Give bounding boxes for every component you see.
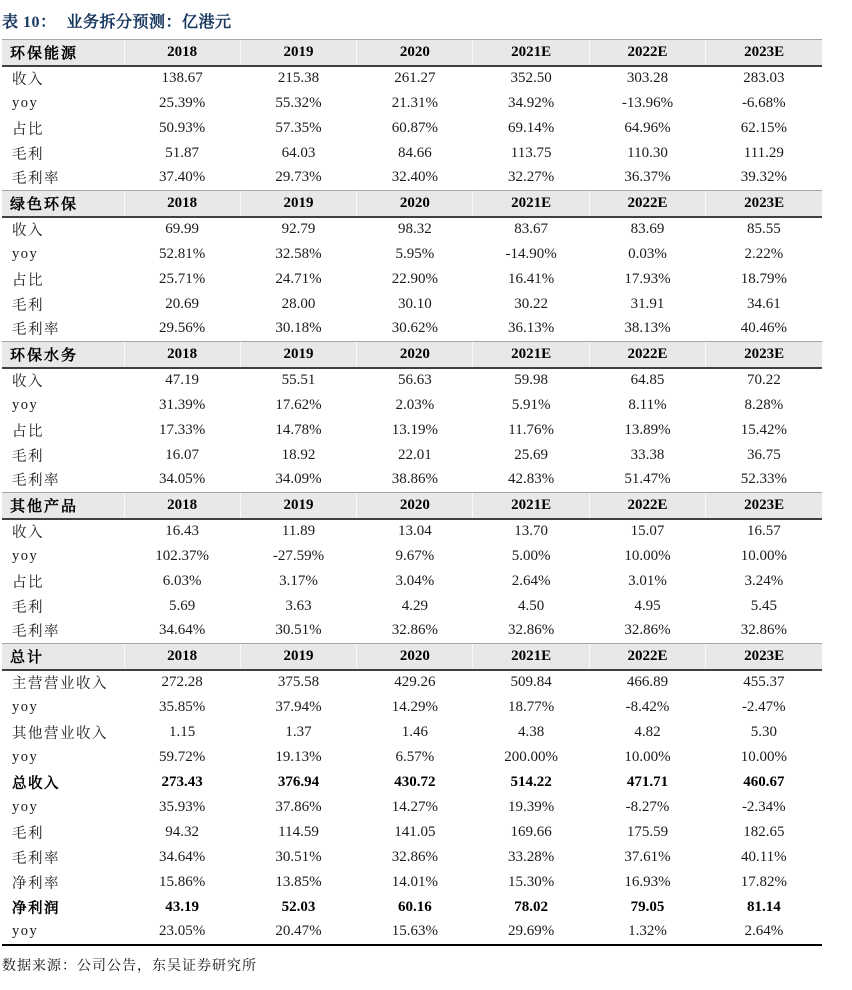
- cell-value: 1.46: [401, 723, 428, 740]
- cell-value: 15.86%: [159, 873, 206, 890]
- cell-value: 5.95%: [395, 245, 435, 262]
- year-column-header: 2022E: [589, 191, 705, 217]
- table-row: [2, 895, 822, 920]
- cell-value: 10.00%: [624, 748, 671, 765]
- cell-value: 20.47%: [275, 923, 322, 939]
- cell-value: 24.71%: [275, 270, 322, 287]
- cell-value: 9.67%: [395, 547, 435, 564]
- cell-value: 34.09%: [275, 471, 322, 488]
- cell-value: 23.05%: [159, 923, 206, 939]
- year-column-header: 2022E: [589, 40, 705, 66]
- data-source-note: 数据来源：公司公告，东吴证券研究所: [2, 958, 257, 974]
- cell-value: 4.29: [401, 597, 428, 614]
- cell-value: 19.13%: [275, 748, 322, 765]
- year-column-header: 2020: [357, 342, 473, 368]
- cell-value: 32.86%: [740, 622, 787, 639]
- cell-value: 29.69%: [508, 923, 555, 939]
- row-label: 占比: [12, 574, 44, 591]
- cell-value: 40.11%: [740, 848, 787, 865]
- cell-value: 18.77%: [508, 698, 555, 715]
- cell-value: 30.51%: [275, 622, 322, 639]
- row-label: yoy: [12, 547, 39, 564]
- year-column-header: 2020: [357, 493, 473, 519]
- cell-value: 3.24%: [744, 572, 784, 589]
- cell-value: -27.59%: [272, 547, 325, 564]
- year-column-header: 2023E: [706, 342, 822, 368]
- cell-value: 60.16: [397, 898, 432, 915]
- year-column-header: 2018: [124, 493, 240, 519]
- cell-value: 375.58: [277, 674, 320, 690]
- cell-value: 16.93%: [624, 873, 671, 890]
- table-number-label: 表 10：: [2, 14, 57, 31]
- cell-value: 3.04%: [395, 572, 435, 589]
- table-row: [2, 770, 822, 795]
- cell-value: 98.32: [397, 221, 432, 237]
- row-label: 毛利: [12, 599, 44, 616]
- row-label: 毛利: [12, 825, 44, 842]
- year-column-header: 2022E: [589, 493, 705, 519]
- section-header-row: [2, 493, 822, 519]
- cell-value: 31.39%: [159, 396, 206, 413]
- cell-value: 70.22: [746, 372, 781, 388]
- cell-value: 43.19: [165, 898, 200, 915]
- row-label: 其他营业收入: [12, 725, 108, 742]
- year-column-header: 2018: [124, 644, 240, 670]
- cell-value: 38.13%: [624, 320, 671, 337]
- cell-value: 29.73%: [275, 169, 322, 186]
- cell-value: 30.10: [397, 295, 432, 312]
- year-column-header: 2023E: [706, 644, 822, 670]
- row-label: 占比: [12, 272, 44, 289]
- cell-value: 56.63: [397, 372, 432, 388]
- cell-value: 16.43: [165, 523, 200, 539]
- section-title: 总计: [2, 644, 124, 670]
- cell-value: 22.01: [397, 446, 432, 463]
- cell-value: 20.69: [165, 295, 200, 312]
- cell-value: 22.90%: [391, 270, 438, 287]
- cell-value: 2.03%: [395, 396, 435, 413]
- cell-value: 514.22: [510, 773, 552, 790]
- table-row: [2, 670, 822, 695]
- row-label: yoy: [12, 698, 39, 715]
- cell-value: 35.93%: [159, 798, 206, 815]
- cell-value: 36.37%: [624, 169, 671, 186]
- row-label: 收入: [12, 223, 44, 239]
- cell-value: 28.00: [281, 295, 316, 312]
- year-column-header: 2020: [357, 40, 473, 66]
- cell-value: 3.17%: [279, 572, 318, 589]
- cell-value: 14.01%: [391, 873, 438, 890]
- cell-value: 16.41%: [508, 270, 555, 287]
- cell-value: 25.39%: [159, 94, 206, 111]
- cell-value: 138.67: [161, 70, 203, 86]
- table-row: [2, 745, 822, 770]
- cell-value: -2.34%: [741, 798, 786, 815]
- cell-value: 5.69: [169, 597, 196, 614]
- cell-value: 283.03: [743, 70, 785, 86]
- table-row: [2, 418, 822, 443]
- cell-value: 141.05: [394, 823, 436, 840]
- cell-value: 64.85: [630, 372, 665, 388]
- cell-value: 42.83%: [508, 471, 555, 488]
- cell-value: 3.01%: [628, 572, 667, 589]
- cell-value: 52.03: [281, 898, 316, 915]
- table-row: [2, 217, 822, 242]
- cell-value: 19.39%: [508, 798, 555, 815]
- cell-value: 33.38: [630, 446, 665, 463]
- cell-value: 182.65: [743, 823, 785, 840]
- table-row: [2, 166, 822, 191]
- cell-value: 15.42%: [740, 421, 787, 438]
- cell-value: 37.40%: [159, 169, 206, 186]
- year-column-header: 2019: [240, 342, 356, 368]
- cell-value: 3.63: [285, 597, 312, 614]
- cell-value: 2.22%: [744, 245, 784, 262]
- cell-value: 62.15%: [740, 119, 787, 136]
- cell-value: 52.33%: [740, 471, 787, 488]
- cell-value: 69.14%: [508, 119, 555, 136]
- cell-value: 18.92: [281, 446, 316, 463]
- cell-value: 50.93%: [159, 119, 206, 136]
- cell-value: 30.51%: [275, 848, 322, 865]
- cell-value: 40.46%: [740, 320, 787, 337]
- cell-value: 4.50: [518, 597, 545, 614]
- table-caption: 业务拆分预测：亿港元: [66, 14, 232, 31]
- table-row: [2, 317, 822, 342]
- row-label: yoy: [12, 94, 39, 111]
- cell-value: 79.05: [630, 898, 665, 915]
- cell-value: 30.18%: [275, 320, 322, 337]
- cell-value: 16.57: [746, 523, 781, 539]
- cell-value: 39.32%: [740, 169, 787, 186]
- cell-value: 5.91%: [511, 396, 551, 413]
- row-label: yoy: [12, 798, 39, 815]
- cell-value: 455.37: [743, 674, 785, 690]
- cell-value: 57.35%: [275, 119, 322, 136]
- cell-value: 25.71%: [159, 270, 206, 287]
- cell-value: 175.59: [626, 823, 669, 840]
- row-label: 毛利率: [12, 624, 60, 641]
- cell-value: 51.87: [165, 144, 200, 161]
- table-row: [2, 443, 822, 468]
- row-label: 毛利率: [12, 850, 60, 867]
- row-label: 毛利: [12, 297, 44, 314]
- year-column-header: 2018: [124, 40, 240, 66]
- cell-value: 215.38: [277, 70, 320, 86]
- row-label: yoy: [12, 923, 39, 939]
- cell-value: -6.68%: [741, 94, 786, 111]
- cell-value: 430.72: [394, 773, 436, 790]
- cell-value: 2.64%: [511, 572, 551, 589]
- cell-value: 83.69: [630, 221, 665, 237]
- cell-value: 34.05%: [159, 471, 206, 488]
- row-label: 收入: [12, 374, 44, 390]
- year-column-header: 2019: [240, 191, 356, 217]
- cell-value: 110.30: [627, 144, 668, 161]
- cell-value: 11.76%: [508, 421, 554, 438]
- table-row: [2, 368, 822, 393]
- cell-value: 30.62%: [391, 320, 438, 337]
- cell-value: 31.91: [630, 295, 665, 312]
- cell-value: 114.59: [278, 823, 319, 840]
- row-label: yoy: [12, 748, 39, 765]
- cell-value: 92.79: [281, 221, 316, 237]
- cell-value: 32.58%: [275, 245, 322, 262]
- table-row: [2, 720, 822, 745]
- cell-value: 169.66: [510, 823, 552, 840]
- cell-value: 32.86%: [391, 622, 438, 639]
- cell-value: 5.00%: [511, 547, 551, 564]
- cell-value: 509.84: [510, 674, 552, 690]
- table-row: [2, 845, 822, 870]
- cell-value: -8.42%: [625, 698, 670, 715]
- cell-value: 33.28%: [508, 848, 555, 865]
- cell-value: 466.89: [626, 674, 669, 690]
- cell-value: 47.19: [165, 372, 200, 388]
- year-column-header: 2022E: [589, 342, 705, 368]
- cell-value: 1.15: [169, 723, 196, 740]
- cell-value: 10.00%: [740, 547, 787, 564]
- year-column-header: 2023E: [706, 191, 822, 217]
- cell-value: 429.26: [394, 674, 436, 690]
- cell-value: 8.11%: [628, 396, 667, 413]
- row-label: 毛利率: [12, 473, 60, 490]
- section-header-row: [2, 644, 822, 670]
- cell-value: 8.28%: [744, 396, 784, 413]
- table-row: [2, 393, 822, 418]
- table-row: [2, 267, 822, 292]
- cell-value: 13.85%: [275, 873, 322, 890]
- cell-value: -8.27%: [625, 798, 670, 815]
- cell-value: 303.28: [626, 70, 669, 86]
- row-label: 主营营业收入: [12, 676, 108, 692]
- cell-value: 32.86%: [508, 622, 555, 639]
- cell-value: 113.75: [510, 144, 552, 161]
- section-title: 绿色环保: [2, 191, 124, 217]
- section-title: 其他产品: [2, 493, 124, 519]
- cell-value: 37.94%: [275, 698, 322, 715]
- cell-value: 25.69: [514, 446, 549, 463]
- cell-value: 14.27%: [391, 798, 438, 815]
- cell-value: 4.82: [634, 723, 661, 740]
- cell-value: 94.32: [165, 823, 200, 840]
- row-label: yoy: [12, 245, 39, 262]
- cell-value: 13.70: [514, 523, 549, 539]
- cell-value: 34.64%: [159, 848, 206, 865]
- cell-value: 102.37%: [155, 547, 210, 564]
- year-column-header: 2021E: [473, 40, 589, 66]
- row-label: yoy: [12, 396, 39, 413]
- year-column-header: 2019: [240, 40, 356, 66]
- year-column-header: 2023E: [706, 493, 822, 519]
- cell-value: 15.63%: [391, 923, 438, 939]
- cell-value: 4.95: [634, 597, 661, 614]
- cell-value: -2.47%: [741, 698, 786, 715]
- cell-value: 52.81%: [159, 245, 206, 262]
- row-label: 收入: [12, 72, 44, 88]
- table-row: [2, 468, 822, 493]
- cell-value: 15.30%: [508, 873, 555, 890]
- year-column-header: 2021E: [473, 493, 589, 519]
- cell-value: 55.32%: [275, 94, 322, 111]
- cell-value: 17.33%: [159, 421, 206, 438]
- cell-value: 273.43: [161, 773, 203, 790]
- row-label: 毛利: [12, 448, 44, 465]
- cell-value: -13.96%: [621, 94, 674, 111]
- cell-value: 64.03: [281, 144, 316, 161]
- cell-value: 16.07: [165, 446, 200, 463]
- cell-value: 37.86%: [275, 798, 322, 815]
- cell-value: 64.96%: [624, 119, 671, 136]
- cell-value: 38.86%: [391, 471, 438, 488]
- cell-value: 376.94: [277, 773, 320, 790]
- cell-value: 36.75: [746, 446, 781, 463]
- cell-value: 30.22: [514, 295, 549, 312]
- section-header-row: [2, 342, 822, 368]
- cell-value: 78.02: [514, 898, 549, 915]
- cell-value: 352.50: [510, 70, 552, 86]
- row-label: 占比: [12, 423, 44, 440]
- cell-value: 34.61: [746, 295, 781, 312]
- row-label: 毛利率: [12, 171, 60, 188]
- table-title: [0, 0, 852, 39]
- table-row: [2, 519, 822, 544]
- cell-value: 34.64%: [159, 622, 206, 639]
- cell-value: -14.90%: [505, 245, 557, 262]
- year-column-header: 2019: [240, 493, 356, 519]
- year-column-header: 2019: [240, 644, 356, 670]
- cell-value: 32.86%: [624, 622, 671, 639]
- table-row: [2, 242, 822, 267]
- cell-value: 1.37: [285, 723, 312, 740]
- cell-value: 18.79%: [740, 270, 787, 287]
- cell-value: 111.29: [743, 144, 784, 161]
- cell-value: 17.93%: [624, 270, 671, 287]
- table-row: [2, 920, 822, 945]
- cell-value: 37.61%: [624, 848, 671, 865]
- cell-value: 59.98: [514, 372, 549, 388]
- table-row: [2, 66, 822, 91]
- year-column-header: 2022E: [589, 644, 705, 670]
- cell-value: 11.89: [281, 523, 316, 539]
- cell-value: 5.45: [750, 597, 777, 614]
- cell-value: 14.29%: [391, 698, 438, 715]
- row-label: 净利率: [12, 875, 60, 892]
- cell-value: 32.86%: [391, 848, 438, 865]
- table-row: [2, 820, 822, 845]
- cell-value: 32.27%: [508, 169, 555, 186]
- section-header-row: [2, 191, 822, 217]
- cell-value: 0.03%: [628, 245, 667, 262]
- cell-value: 83.67: [514, 221, 549, 237]
- year-column-header: 2021E: [473, 342, 589, 368]
- row-label: 净利润: [12, 900, 60, 917]
- business-forecast-table: [2, 39, 822, 946]
- cell-value: 13.89%: [624, 421, 671, 438]
- row-label: 收入: [12, 525, 44, 541]
- cell-value: 36.13%: [508, 320, 555, 337]
- cell-value: 2.64%: [744, 923, 784, 939]
- cell-value: 17.82%: [740, 873, 787, 890]
- cell-value: 13.19%: [391, 421, 438, 438]
- cell-value: 81.14: [746, 898, 781, 915]
- table-row: [2, 795, 822, 820]
- cell-value: 261.27: [394, 70, 436, 86]
- cell-value: 15.07: [630, 523, 665, 539]
- cell-value: 14.78%: [275, 421, 322, 438]
- cell-value: 34.92%: [508, 94, 555, 111]
- table-row: [2, 619, 822, 644]
- cell-value: 17.62%: [275, 396, 322, 413]
- cell-value: 59.72%: [159, 748, 206, 765]
- year-column-header: 2020: [357, 644, 473, 670]
- cell-value: 29.56%: [159, 320, 206, 337]
- cell-value: 200.00%: [504, 748, 559, 765]
- cell-value: 4.38: [518, 723, 545, 740]
- cell-value: 6.03%: [162, 572, 202, 589]
- year-column-header: 2021E: [473, 191, 589, 217]
- table-row: [2, 91, 822, 116]
- cell-value: 13.04: [397, 523, 432, 539]
- cell-value: 21.31%: [391, 94, 438, 111]
- table-row: [2, 695, 822, 720]
- cell-value: 10.00%: [740, 748, 787, 765]
- cell-value: 85.55: [746, 221, 781, 237]
- table-row: [2, 544, 822, 569]
- year-column-header: 2020: [357, 191, 473, 217]
- cell-value: 5.30: [750, 723, 777, 740]
- row-label: 占比: [12, 121, 44, 138]
- cell-value: 35.85%: [159, 698, 206, 715]
- cell-value: 460.67: [743, 773, 785, 790]
- row-label: 毛利率: [12, 322, 60, 339]
- table-row: [2, 292, 822, 317]
- table-row: [2, 141, 822, 166]
- year-column-header: 2018: [124, 342, 240, 368]
- table-row: [2, 870, 822, 895]
- section-title: 环保能源: [2, 40, 124, 66]
- row-label: 毛利: [12, 146, 44, 163]
- cell-value: 60.87%: [391, 119, 438, 136]
- cell-value: 69.99: [165, 221, 200, 237]
- row-label: 总收入: [12, 775, 60, 792]
- cell-value: 55.51: [281, 372, 316, 388]
- cell-value: 6.57%: [395, 748, 435, 765]
- cell-value: 272.28: [161, 674, 203, 690]
- cell-value: 51.47%: [624, 471, 671, 488]
- section-header-row: [2, 40, 822, 66]
- section-title: 环保水务: [2, 342, 124, 368]
- year-column-header: 2018: [124, 191, 240, 217]
- cell-value: 10.00%: [624, 547, 671, 564]
- year-column-header: 2021E: [473, 644, 589, 670]
- cell-value: 471.71: [626, 773, 669, 790]
- table-row: [2, 594, 822, 619]
- year-column-header: 2023E: [706, 40, 822, 66]
- table-row: [2, 116, 822, 141]
- cell-value: 84.66: [397, 144, 432, 161]
- cell-value: 32.40%: [391, 169, 438, 186]
- table-row: [2, 569, 822, 594]
- cell-value: 1.32%: [628, 923, 667, 939]
